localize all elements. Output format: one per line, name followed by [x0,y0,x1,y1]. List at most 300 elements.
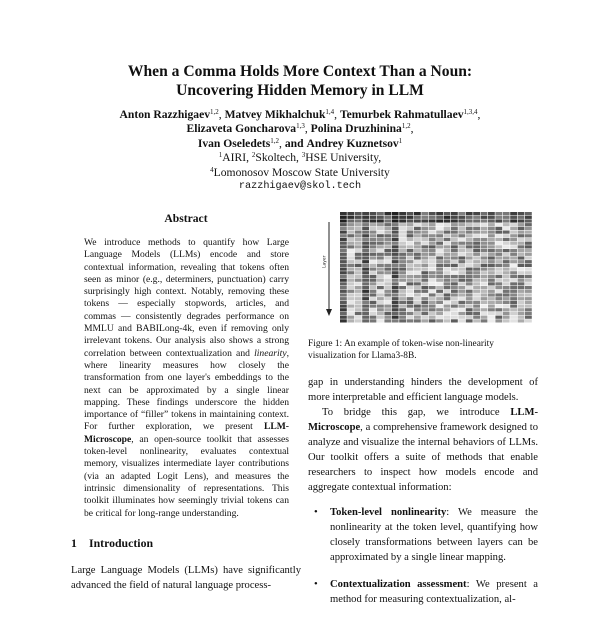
heatmap-cell [407,223,414,226]
heatmap-cell [421,216,428,219]
heatmap-cell [377,223,384,226]
heatmap-cell [525,223,532,226]
heatmap-cell [473,305,480,308]
heatmap-cell [495,223,502,226]
heatmap-cell [362,212,369,215]
heatmap-cell [414,249,421,252]
heatmap-cell [347,242,354,245]
heatmap-cell [503,245,510,248]
heatmap-cell [377,305,384,308]
heatmap-cell [392,264,399,267]
author-affiliation: 1 [398,136,403,145]
heatmap-cell [458,282,465,285]
heatmap-cell [458,231,465,234]
heatmap-cell [347,275,354,278]
heatmap-cell [444,290,451,293]
heatmap-cell [488,308,495,311]
heatmap-cell [495,238,502,241]
heatmap-cell [503,286,510,289]
heatmap-cell [347,271,354,274]
heatmap-cell [362,279,369,282]
heatmap-cell [436,308,443,311]
heatmap-cell [377,319,384,322]
heatmap-cell [370,316,377,319]
heatmap-cell [407,212,414,215]
list-item-title: Contextualization assessment [330,578,467,590]
heatmap-cell [495,275,502,278]
heatmap-cell [503,264,510,267]
heatmap-cell [340,319,347,322]
heatmap-cell [407,293,414,296]
heatmap-cell [414,260,421,263]
heatmap-cell [495,282,502,285]
heatmap-cell [392,223,399,226]
heatmap-cell [340,305,347,308]
heatmap-cell [429,212,436,215]
heatmap-cell [495,297,502,300]
heatmap-cell [377,282,384,285]
heatmap-cell [399,319,406,322]
heatmap-cell [503,282,510,285]
heatmap-cell [362,305,369,308]
author-name: Elizaveta Goncharova [186,122,297,136]
heatmap-cell [525,249,532,252]
heatmap-cell [340,238,347,241]
heatmap-cell [444,316,451,319]
heatmap-cell [444,319,451,322]
heatmap-cell [503,238,510,241]
heatmap-cell [451,319,458,322]
heatmap-cell [525,282,532,285]
authors-line-1: Anton Razzhigaev$^{1,2}$, Matvey Mikhalchuk$^{1,4}$, Temurbek Rahmatullaev$^{1,3,4}$, [119,108,481,121]
heatmap-cell [444,231,451,234]
heatmap-cell [458,227,465,230]
heatmap-cell [481,290,488,293]
heatmap-cell [466,279,473,282]
heatmap-cells [340,212,532,323]
heatmap-cell [407,316,414,319]
heatmap-cell [436,319,443,322]
heatmap-cell [518,268,525,271]
heatmap-cell [355,308,362,311]
heatmap-cell [444,275,451,278]
heatmap-cell [347,212,354,215]
heatmap-cell [451,316,458,319]
heatmap-cell [473,249,480,252]
heatmap-cell [392,271,399,274]
affiliation-number: 1 [218,151,223,160]
heatmap-cell [421,282,428,285]
heatmap-cell [414,319,421,322]
author-and: and [284,136,304,150]
heatmap-cell [458,256,465,259]
heatmap-cell [510,297,517,300]
heatmap-cell [377,308,384,311]
heatmap-cell [436,275,443,278]
heatmap-cell [488,249,495,252]
heatmap-cell [488,305,495,308]
heatmap-cell [458,238,465,241]
heatmap-cell [355,290,362,293]
heatmap-cell [392,238,399,241]
heatmap-cell [421,290,428,293]
heatmap-cell [399,212,406,215]
heatmap-cell [488,275,495,278]
heatmap-cell [377,212,384,215]
heatmap-cell [377,293,384,296]
heatmap-cell [503,260,510,263]
heatmap-cell [466,245,473,248]
contact-email: razzhigaev@skol.tech [238,181,362,193]
heatmap-cell [421,219,428,222]
heatmap-cell [407,319,414,322]
heatmap-cell [414,223,421,226]
heatmap-cell [436,312,443,315]
heatmap-cell [377,231,384,234]
heatmap-cell [525,216,532,219]
heatmap-cell [518,279,525,282]
heatmap-cell [481,219,488,222]
heatmap-cell [340,275,347,278]
heatmap-cell [414,305,421,308]
heatmap-cell [362,264,369,267]
heatmap-cell [362,242,369,245]
heatmap-cell [340,216,347,219]
heatmap-cell [340,286,347,289]
heatmap-cell [377,271,384,274]
heatmap-cell [370,227,377,230]
heatmap-cell [518,312,525,315]
heatmap-cell [414,275,421,278]
heatmap-cell [518,242,525,245]
heatmap-cell [436,268,443,271]
heatmap-cell [362,231,369,234]
heatmap-cell [481,271,488,274]
heatmap-cell [495,268,502,271]
heatmap-cell [436,249,443,252]
heatmap-cell [392,282,399,285]
heatmap-cell [458,312,465,315]
heatmap-cell [525,312,532,315]
heatmap-cell [370,282,377,285]
heatmap-cell [510,212,517,215]
heatmap-cell [362,301,369,304]
heatmap-cell [473,264,480,267]
heatmap-cell [370,260,377,263]
heatmap-cell [481,249,488,252]
heatmap-cell [355,231,362,234]
heatmap-cell [377,234,384,237]
heatmap-cell [518,223,525,226]
heatmap-cell [473,290,480,293]
heatmap-cell [384,290,391,293]
author-name: Matvey Mikhalchuk [224,108,326,121]
heatmap-cell [436,245,443,248]
heatmap-cell [407,264,414,267]
heatmap-cell [377,268,384,271]
heatmap-cell [355,301,362,304]
heatmap-cell [488,238,495,241]
heatmap-cell [481,242,488,245]
heatmap-cell [377,253,384,256]
heatmap-cell [451,290,458,293]
heatmap-cell [436,260,443,263]
heatmap-cell [525,234,532,237]
heatmap-cell [481,268,488,271]
heatmap-cell [466,319,473,322]
heatmap-cell [407,268,414,271]
heatmap-cell [421,234,428,237]
heatmap-cell [436,227,443,230]
heatmap-cell [444,249,451,252]
heatmap-cell [377,312,384,315]
heatmap-cell [444,297,451,300]
heatmap-cell [495,293,502,296]
heatmap-cell [510,253,517,256]
heatmap-cell [377,216,384,219]
heatmap-cell [429,316,436,319]
heatmap-cell [466,290,473,293]
list-item-title: Token-level nonlinearity [330,506,447,518]
heatmap-cell [347,282,354,285]
heatmap-cell [340,301,347,304]
heatmap-cell [481,253,488,256]
heatmap-cell [451,234,458,237]
heatmap-cell [473,256,480,259]
heatmap-cell [399,316,406,319]
heatmap-cell [466,216,473,219]
heatmap-cell [399,245,406,248]
heatmap-cell [503,301,510,304]
heatmap-cell [429,234,436,237]
heatmap-cell [525,286,532,289]
heatmap-cell [466,256,473,259]
heatmap-cell [473,227,480,230]
heatmap-cell [444,245,451,248]
heatmap-cell [392,268,399,271]
heatmap-cell [355,212,362,215]
heatmap-cell [525,275,532,278]
heatmap-cell [414,242,421,245]
right-column [308,208,538,619]
heatmap-cell [407,297,414,300]
heatmap-cell [384,271,391,274]
heatmap-cell [362,293,369,296]
heatmap-cell [384,275,391,278]
author-affiliation: 1,3 [296,122,305,131]
heatmap-cell [340,264,347,267]
heatmap-cell [340,242,347,245]
heatmap-cell [370,219,377,222]
heatmap-cell [503,275,510,278]
heatmap-cell [481,238,488,241]
heatmap-cell [436,301,443,304]
heatmap-cell [399,242,406,245]
heatmap-cell [444,293,451,296]
heatmap-cell [362,238,369,241]
heatmap-cell [466,275,473,278]
heatmap-cell [466,249,473,252]
heatmap-cell [340,219,347,222]
heatmap-cell [444,279,451,282]
heatmap-cell [384,301,391,304]
heatmap-cell [407,245,414,248]
heatmap-cell [355,260,362,263]
heatmap-cell [362,223,369,226]
heatmap-cell [481,297,488,300]
heatmap-cell [444,227,451,230]
heatmap-cell [458,316,465,319]
heatmap-cell [510,256,517,259]
heatmap-cell [429,245,436,248]
heatmap-cell [458,242,465,245]
heatmap-cell [458,216,465,219]
heatmap-cell [384,212,391,215]
heatmap-cell [340,231,347,234]
heatmap-cell [481,286,488,289]
figure-1 [308,208,538,330]
heatmap-cell [451,297,458,300]
heatmap-cell [340,290,347,293]
heatmap-cell [414,268,421,271]
heatmap-cell [355,293,362,296]
heatmap-cell [392,279,399,282]
authors-line-3: Ivan Oseledets$^{1,2}$, and Andrey Kuznetsov$^1$ [197,136,403,150]
affiliation-name: Lomonosov Moscow State University [213,165,390,179]
heatmap-cell [510,279,517,282]
heatmap-cell [340,223,347,226]
heatmap-cell [421,253,428,256]
heatmap-cell [525,305,532,308]
heatmap-cell [392,293,399,296]
heatmap-cell [392,212,399,215]
heatmap-cell [355,219,362,222]
heatmap-cell [495,253,502,256]
heatmap-cell [362,312,369,315]
section-number: 1 [71,535,77,550]
heatmap-cell [451,312,458,315]
heatmap-cell [421,245,428,248]
abstract-text [84,237,289,520]
heatmap-cell [362,249,369,252]
heatmap-cell [510,308,517,311]
heatmap-cell [384,297,391,300]
heatmap-cell [362,308,369,311]
heatmap-cell [436,316,443,319]
heatmap-cell [518,219,525,222]
heatmap-cell [347,227,354,230]
heatmap-cell [399,219,406,222]
heatmap-cell [340,249,347,252]
heatmap-cell [399,290,406,293]
heatmap-cell [370,223,377,226]
heatmap-cell [355,319,362,322]
heatmap-cell [436,264,443,267]
heatmap-cell [458,223,465,226]
heatmap-cell [347,231,354,234]
heatmap-cell [473,297,480,300]
heatmap-cell [355,242,362,245]
heatmap-cell [362,260,369,263]
heatmap-cell [503,319,510,322]
heatmap-cell [503,316,510,319]
heatmap-cell [392,297,399,300]
heatmap-cell [518,275,525,278]
heatmap-cell [451,286,458,289]
heatmap-cell [495,301,502,304]
heatmap-cell [458,245,465,248]
heatmap-cell [340,256,347,259]
heatmap-cell [481,319,488,322]
affiliation-number: 4 [210,165,214,174]
heatmap-cell [414,238,421,241]
heatmap-cell [466,308,473,311]
heatmap-cell [355,312,362,315]
heatmap-cell [355,282,362,285]
heatmap-cell [370,249,377,252]
heatmap-cell [347,238,354,241]
heatmap-cell [451,260,458,263]
heatmap-cell [355,275,362,278]
heatmap-cell [370,242,377,245]
axis-label: Layer [322,255,328,268]
heatmap-cell [473,223,480,226]
heatmap-cell [399,293,406,296]
heatmap-cell [466,219,473,222]
heatmap-cell [399,297,406,300]
heatmap-cell [392,286,399,289]
heatmap-cell [466,268,473,271]
heatmap-cell [473,316,480,319]
heatmap-cell [399,234,406,237]
heatmap-cell [503,249,510,252]
contribution-list [308,505,538,607]
heatmap-cell [495,264,502,267]
heatmap-cell [488,227,495,230]
heatmap-cell [362,245,369,248]
heatmap-cell [429,253,436,256]
heatmap-cell [436,231,443,234]
heatmap-cell [421,249,428,252]
heatmap-cell [407,253,414,256]
heatmap-cell [481,216,488,219]
heatmap-cell [518,245,525,248]
heatmap-cell [473,234,480,237]
heatmap-cell [436,297,443,300]
heatmap-cell [399,256,406,259]
heatmap-cell [392,249,399,252]
heatmap-cell [481,256,488,259]
heatmap-cell [510,231,517,234]
heatmap-cell [510,286,517,289]
heatmap-cell [421,271,428,274]
heatmap-cell [481,264,488,267]
heatmap-cell [421,268,428,271]
heatmap-cell [525,256,532,259]
heatmap-cell [525,219,532,222]
heatmap-cell [473,308,480,311]
heatmap-cell [495,216,502,219]
heatmap-cell [451,238,458,241]
paper-title [0,62,600,100]
heatmap-cell [407,231,414,234]
heatmap-cell [473,282,480,285]
heatmap-cell [340,245,347,248]
heatmap-cell [392,256,399,259]
heatmap-cell [510,219,517,222]
heatmap-cell [466,305,473,308]
heatmap-cell [362,253,369,256]
